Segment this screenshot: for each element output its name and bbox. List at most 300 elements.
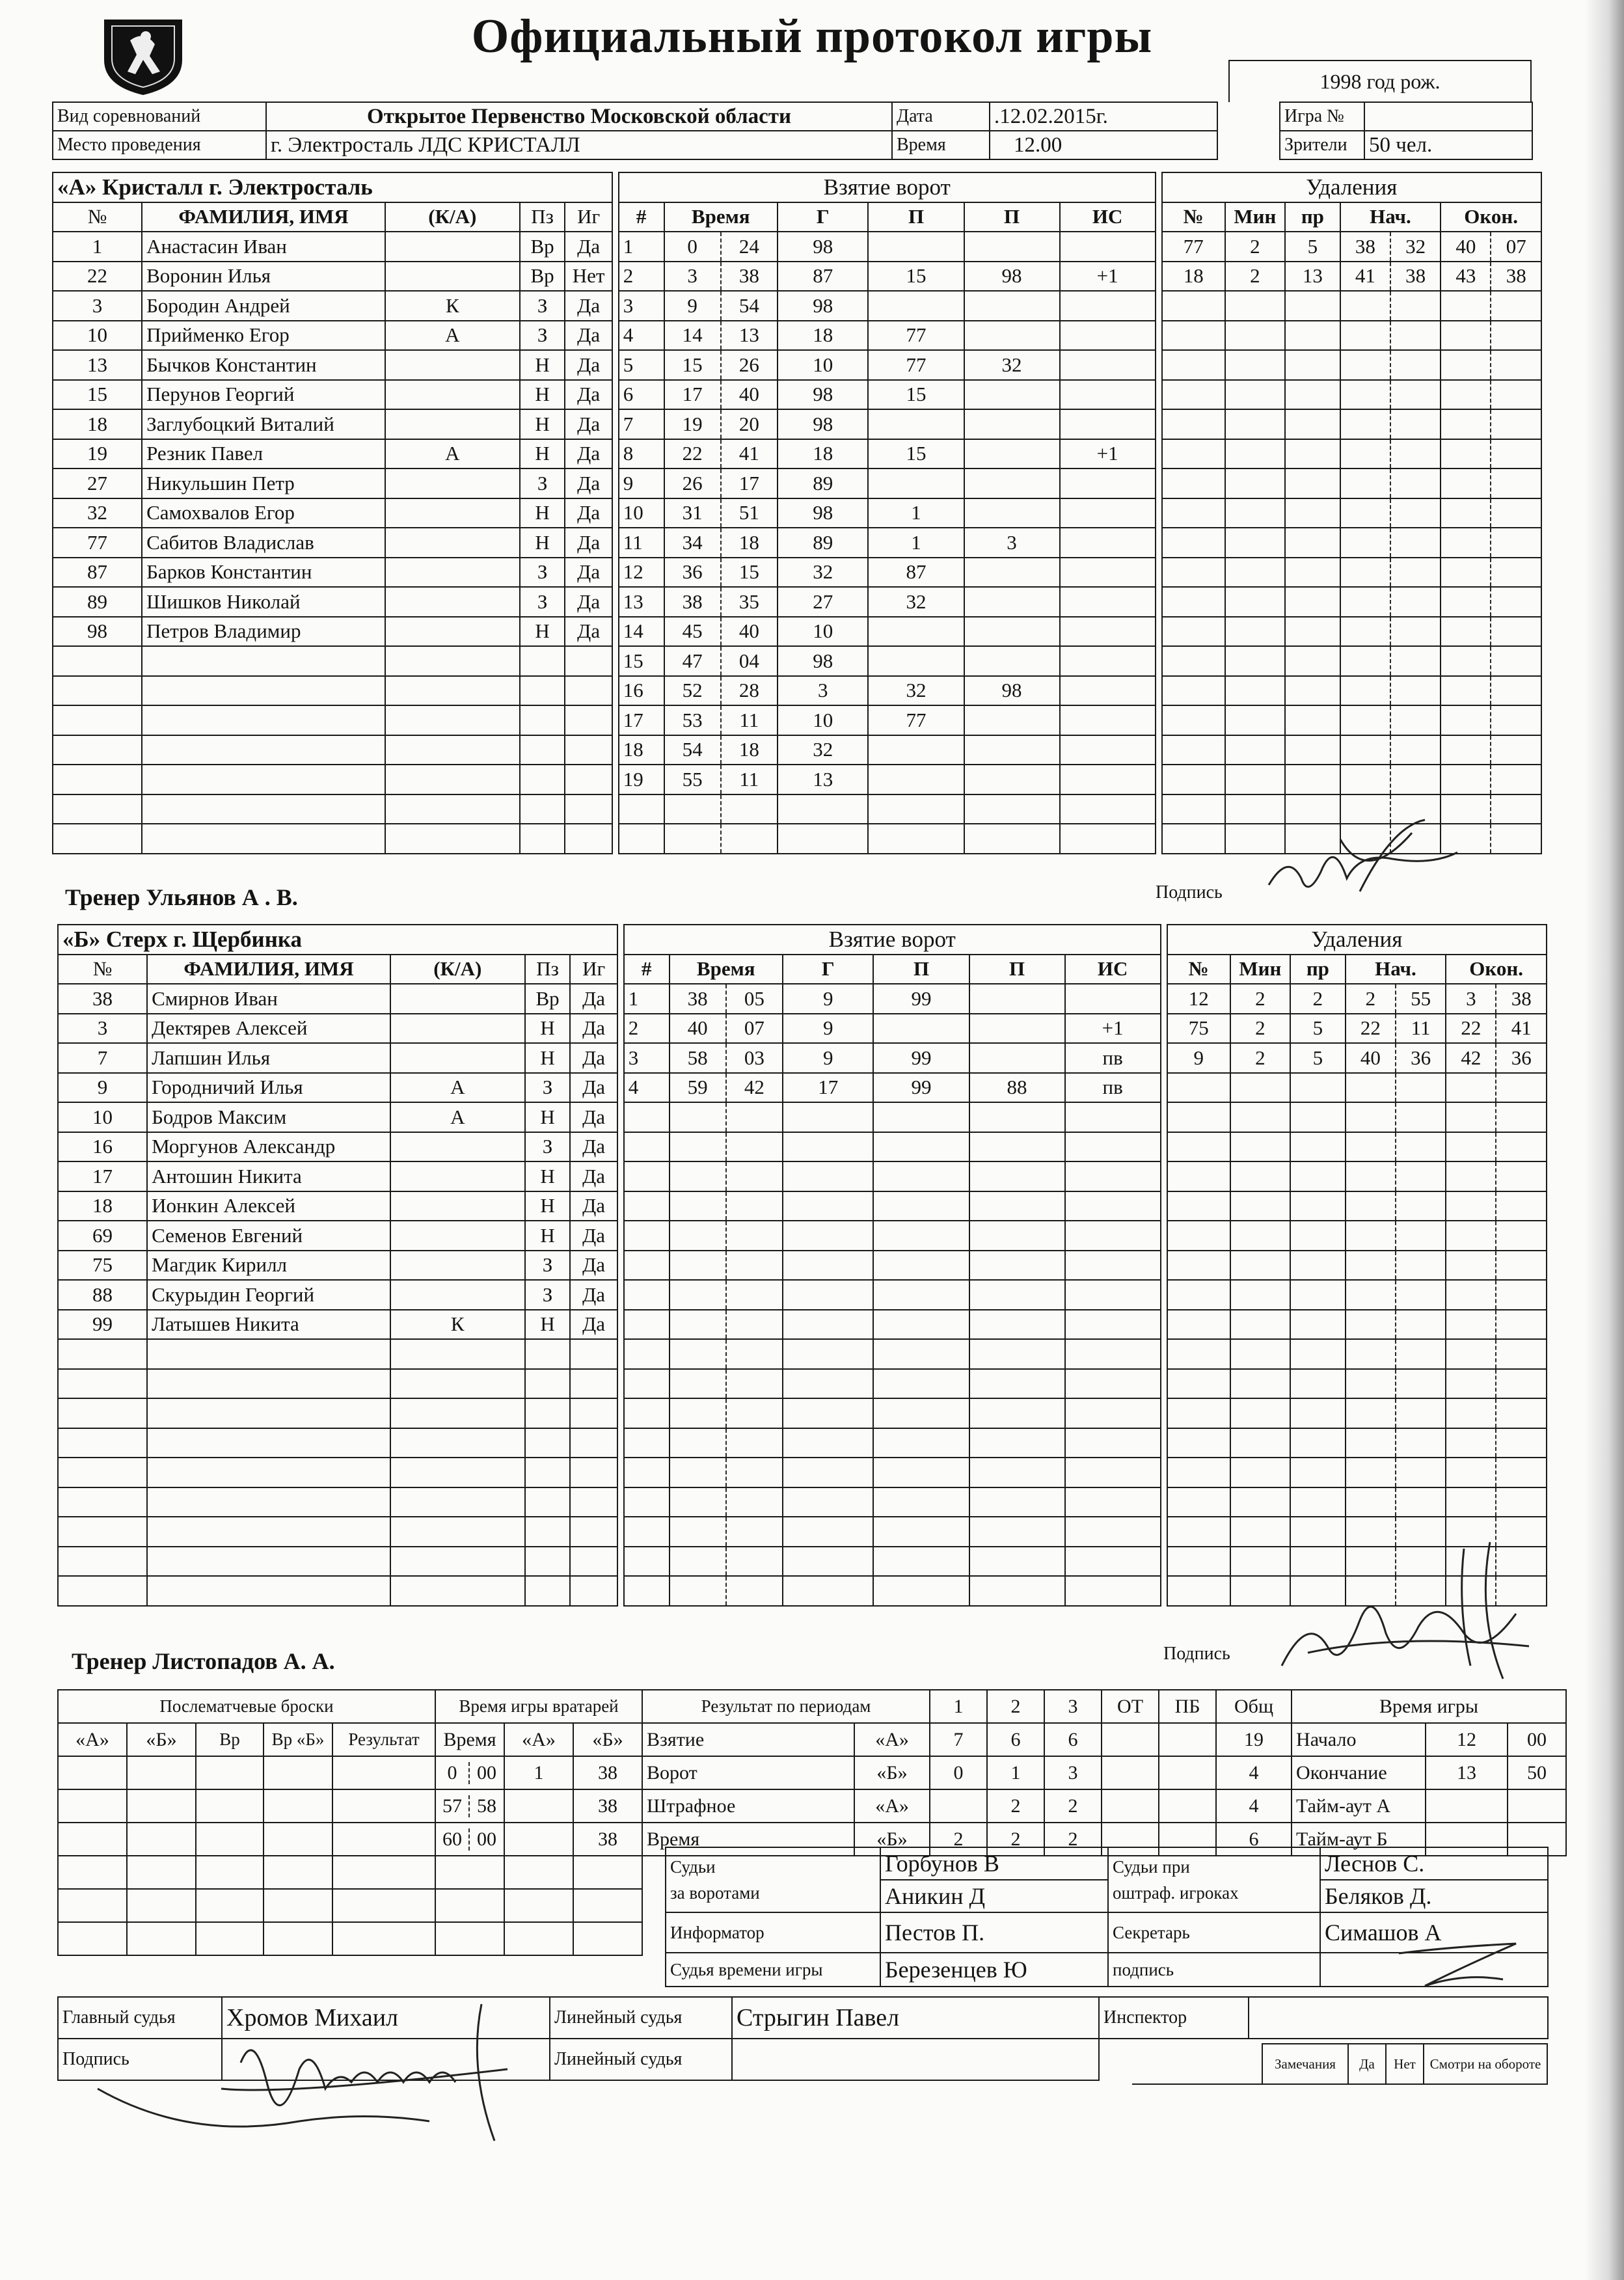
empty-cell <box>147 1458 390 1487</box>
goal-minute: 52 <box>664 676 721 706</box>
empty-cell <box>1065 1280 1161 1310</box>
empty-cell <box>726 1161 783 1191</box>
col-name: ФАМИЛИЯ, ИМЯ <box>142 202 385 232</box>
empty-cell <box>1496 1251 1547 1281</box>
player-number: 99 <box>58 1310 147 1340</box>
empty-cell <box>53 676 142 706</box>
shootout-cell <box>196 1922 264 1955</box>
gk-cell <box>504 1856 573 1889</box>
empty-cell <box>1340 498 1390 528</box>
secretary-sign-label: подпись <box>1108 1953 1320 1987</box>
empty-cell <box>1346 1369 1396 1399</box>
empty-cell <box>1162 321 1225 351</box>
goal-assist-2 <box>964 617 1060 647</box>
player-position: Вр <box>520 262 565 292</box>
empty-cell <box>1491 528 1541 558</box>
empty-cell <box>1491 409 1541 439</box>
shootout-cell <box>196 1889 264 1922</box>
goal-second: 11 <box>721 765 778 794</box>
goal-minute: 38 <box>664 587 721 617</box>
table-row <box>53 498 1541 528</box>
goals-label-1: Взятие <box>642 1723 854 1756</box>
empty-cell <box>1162 765 1225 794</box>
player-name: Бородин Андрей <box>142 291 385 321</box>
empty-cell <box>670 1221 726 1251</box>
empty-cell <box>1390 676 1441 706</box>
col-number: № <box>53 202 142 232</box>
shootout-header: ПБ <box>1159 1690 1216 1723</box>
goal-minute: 15 <box>664 350 721 380</box>
empty-cell <box>1230 1073 1290 1103</box>
goal-second: 04 <box>721 646 778 676</box>
gk-col-time: Время <box>435 1723 504 1756</box>
goals-a-p1: 7 <box>930 1723 987 1756</box>
goal-index: 18 <box>619 735 664 765</box>
empty-cell <box>142 735 385 765</box>
empty-cell <box>58 1369 147 1399</box>
empty-cell <box>1065 1339 1161 1369</box>
pen-a-p3: 2 <box>1044 1789 1102 1823</box>
goal-scorer: 10 <box>778 350 869 380</box>
empty-cell <box>969 1102 1065 1132</box>
empty-cell <box>1491 498 1541 528</box>
table-row <box>58 1073 1547 1103</box>
goal-index: 3 <box>619 291 664 321</box>
empty-cell <box>1496 1132 1547 1162</box>
pen-start-sec: 36 <box>1396 1043 1446 1073</box>
col-assist-1: П <box>873 955 969 984</box>
empty-cell <box>1230 1369 1290 1399</box>
empty-cell <box>385 765 520 794</box>
empty-cell <box>1491 617 1541 647</box>
goals-b-p3: 3 <box>1044 1756 1102 1789</box>
empty-cell <box>1167 1221 1230 1251</box>
periods-title: Результат по периодам <box>642 1690 930 1723</box>
empty-cell <box>1496 1102 1547 1132</box>
goals-b-pb <box>1159 1756 1216 1789</box>
player-position: З <box>525 1132 571 1162</box>
empty-cell <box>570 1547 617 1577</box>
empty-cell <box>1496 1339 1547 1369</box>
goal-assist-2 <box>969 1043 1065 1073</box>
gk-time-cell <box>435 1789 504 1823</box>
shootout-cell <box>332 1789 435 1823</box>
empty-cell <box>1396 1310 1446 1340</box>
empty-cell <box>1167 1132 1230 1162</box>
goal-second: 41 <box>721 439 778 469</box>
player-name: Резник Павел <box>142 439 385 469</box>
empty-cell <box>664 824 721 854</box>
empty-cell <box>1065 1398 1161 1428</box>
empty-cell <box>1162 794 1225 824</box>
empty-cell <box>1390 291 1441 321</box>
goal-index: 6 <box>619 380 664 410</box>
goal-index: 4 <box>624 1073 670 1103</box>
empty-cell <box>570 1487 617 1517</box>
pen-end-min: 40 <box>1441 232 1491 262</box>
player-played: Да <box>565 232 612 262</box>
goal-minute: 47 <box>664 646 721 676</box>
empty-cell <box>1441 735 1491 765</box>
empty-cell <box>726 1458 783 1487</box>
empty-cell <box>670 1487 726 1517</box>
goal-minute: 9 <box>664 291 721 321</box>
goal-second: 26 <box>721 350 778 380</box>
goal-strength <box>1060 646 1156 676</box>
col-goal-scorer: Г <box>778 202 869 232</box>
empty-cell <box>1396 1102 1446 1132</box>
empty-cell <box>1346 1487 1396 1517</box>
remarks-no: Нет <box>1386 2044 1424 2084</box>
empty-cell <box>1491 468 1541 498</box>
goal-scorer: 10 <box>778 705 869 735</box>
empty-cell <box>1285 321 1340 351</box>
goal-assist-2 <box>964 587 1060 617</box>
pen-end-sec: 38 <box>1496 984 1547 1014</box>
comp-value: Открытое Первенство Московской области <box>266 102 892 131</box>
info-table <box>52 102 1533 160</box>
empty-cell <box>1346 1428 1396 1458</box>
date-value: .12.02.2015г. <box>990 102 1217 131</box>
empty-cell <box>1290 1102 1346 1132</box>
pen-number: 12 <box>1167 984 1230 1014</box>
player-position: Н <box>520 439 565 469</box>
goals-a-p3: 6 <box>1044 1723 1102 1756</box>
shootout-cell <box>332 1756 435 1789</box>
empty-cell <box>142 765 385 794</box>
empty-cell <box>1285 705 1340 735</box>
goal-minute: 26 <box>664 468 721 498</box>
shootout-cell <box>332 1856 435 1889</box>
empty-cell <box>520 676 565 706</box>
empty-cell <box>1446 1458 1496 1487</box>
goal-minute: 14 <box>664 321 721 351</box>
goals-b-p2: 1 <box>987 1756 1044 1789</box>
team-b-signature-icon <box>1269 1536 1542 1685</box>
player-number: 88 <box>58 1280 147 1310</box>
player-position: Н <box>520 409 565 439</box>
empty-cell <box>670 1458 726 1487</box>
year-box <box>1228 60 1532 102</box>
pen-a-p1 <box>930 1789 987 1823</box>
empty-cell <box>1340 646 1390 676</box>
empty-cell <box>53 824 142 854</box>
empty-cell <box>1065 1132 1161 1162</box>
goal-strength <box>1060 558 1156 588</box>
empty-cell <box>969 1517 1065 1547</box>
empty-cell <box>1065 1428 1161 1458</box>
empty-cell <box>520 646 565 676</box>
player-role <box>385 528 520 558</box>
game-value <box>1364 102 1532 131</box>
empty-cell <box>969 1576 1065 1606</box>
goal-index: 11 <box>619 528 664 558</box>
table-row <box>58 1014 1547 1044</box>
goal-assist-2 <box>964 735 1060 765</box>
empty-cell <box>142 646 385 676</box>
empty-cell <box>624 1398 670 1428</box>
shootout-cell <box>58 1823 127 1856</box>
goal-second: 40 <box>721 380 778 410</box>
empty-cell <box>1230 1161 1290 1191</box>
empty-cell <box>1162 380 1225 410</box>
empty-cell <box>1390 439 1441 469</box>
empty-cell <box>783 1251 874 1281</box>
player-name: Самохвалов Егор <box>142 498 385 528</box>
player-role <box>385 262 520 292</box>
empty-cell <box>1230 1428 1290 1458</box>
goal-minute: 31 <box>664 498 721 528</box>
goal-index: 1 <box>624 984 670 1014</box>
empty-cell <box>1162 468 1225 498</box>
empty-cell <box>1225 350 1285 380</box>
empty-cell <box>670 1161 726 1191</box>
empty-cell <box>58 1458 147 1487</box>
empty-cell <box>58 1576 147 1606</box>
goal-index: 7 <box>619 409 664 439</box>
player-name: Моргунов Александр <box>147 1132 390 1162</box>
empty-cell <box>664 794 721 824</box>
col-pen-end: Окон. <box>1441 202 1541 232</box>
col-pen-start: Нач. <box>1346 955 1446 984</box>
empty-cell <box>726 1221 783 1251</box>
player-name: Ионкин Алексей <box>147 1191 390 1221</box>
empty-cell <box>565 765 612 794</box>
pen-reason: 5 <box>1285 232 1340 262</box>
empty-cell <box>1346 1073 1396 1103</box>
goal-minute: 58 <box>670 1043 726 1073</box>
empty-cell <box>783 1339 874 1369</box>
empty-cell <box>525 1487 571 1517</box>
empty-cell <box>1446 1398 1496 1428</box>
table-row <box>53 765 1541 794</box>
empty-cell <box>1340 291 1390 321</box>
empty-cell <box>1225 646 1285 676</box>
goal-strength <box>1060 321 1156 351</box>
col-goal-index: # <box>624 955 670 984</box>
player-played: Да <box>570 984 617 1014</box>
player-name: Прийменко Егор <box>142 321 385 351</box>
player-number: 7 <box>58 1043 147 1073</box>
goal-strength: пв <box>1065 1073 1161 1103</box>
col-position: Пз <box>525 955 571 984</box>
player-played: Да <box>565 558 612 588</box>
goals-team-a: «А» <box>854 1723 930 1756</box>
empty-cell <box>565 646 612 676</box>
empty-cell <box>1441 587 1491 617</box>
empty-cell <box>1065 1102 1161 1132</box>
player-played: Да <box>565 439 612 469</box>
goals-b-label: Ворот <box>642 1756 854 1789</box>
goal-second: 42 <box>726 1073 783 1103</box>
goal-strength <box>1060 291 1156 321</box>
empty-cell <box>873 1487 969 1517</box>
goal-minute: 17 <box>664 380 721 410</box>
empty-cell <box>1230 1310 1290 1340</box>
pen-judges-label-2: оштраф. игроках <box>1113 1883 1239 1903</box>
empty-cell <box>1340 765 1390 794</box>
empty-cell <box>624 1576 670 1606</box>
empty-cell <box>1390 705 1441 735</box>
empty-cell <box>390 1576 525 1606</box>
player-number: 77 <box>53 528 142 558</box>
player-number: 69 <box>58 1221 147 1251</box>
player-number: 32 <box>53 498 142 528</box>
player-played: Да <box>570 1102 617 1132</box>
game-time-title: Время игры <box>1292 1690 1566 1723</box>
player-number: 98 <box>53 617 142 647</box>
goal-index: 17 <box>619 705 664 735</box>
empty-cell <box>1491 321 1541 351</box>
chief-sign-label: Подпись <box>58 2039 222 2080</box>
col-goal-time: Время <box>670 955 783 984</box>
goal-index: 2 <box>619 262 664 292</box>
empty-cell <box>1065 1369 1161 1399</box>
empty-cell <box>1491 676 1541 706</box>
empty-cell <box>1167 1517 1230 1547</box>
empty-cell <box>570 1398 617 1428</box>
empty-cell <box>873 1398 969 1428</box>
empty-cell <box>1446 1251 1496 1281</box>
pen-end-sec: 38 <box>1491 262 1541 292</box>
goal-strength <box>1060 409 1156 439</box>
goal-judges-label-1: Судьи <box>670 1857 716 1877</box>
table-row <box>58 984 1547 1014</box>
player-number: 22 <box>53 262 142 292</box>
gk-minute: 57 <box>436 1795 470 1817</box>
gk-b-value: 38 <box>573 1756 642 1789</box>
goal-assist-2: 98 <box>964 676 1060 706</box>
empty-cell <box>670 1339 726 1369</box>
empty-cell <box>1285 765 1340 794</box>
empty-cell <box>525 1398 571 1428</box>
empty-cell <box>1285 409 1340 439</box>
goal-judge-1: Горбунов В <box>880 1847 1108 1880</box>
empty-cell <box>1441 321 1491 351</box>
empty-cell <box>1340 558 1390 588</box>
empty-cell <box>390 1398 525 1428</box>
pen-number: 77 <box>1162 232 1225 262</box>
goal-assist-1: 77 <box>868 350 964 380</box>
player-played: Да <box>570 1043 617 1073</box>
empty-cell <box>1167 1073 1230 1103</box>
col-pen-start: Нач. <box>1340 202 1441 232</box>
empty-cell <box>670 1280 726 1310</box>
player-role <box>385 617 520 647</box>
empty-cell <box>873 1102 969 1132</box>
goal-scorer: 87 <box>778 262 869 292</box>
pen-minutes: 2 <box>1230 1014 1290 1044</box>
table-row <box>58 1789 1566 1823</box>
shootout-col-gk-b: Вр «Б» <box>264 1723 332 1756</box>
informer-label: Информатор <box>666 1912 880 1953</box>
player-position: З <box>525 1251 571 1281</box>
player-number: 27 <box>53 468 142 498</box>
goal-scorer: 98 <box>778 232 869 262</box>
table-row <box>58 1132 1547 1162</box>
empty-cell <box>964 824 1060 854</box>
empty-cell <box>1290 1339 1346 1369</box>
empty-cell <box>1496 1428 1547 1458</box>
empty-cell <box>1340 321 1390 351</box>
pen-judges-label <box>1108 1847 1320 1912</box>
empty-cell <box>1167 1487 1230 1517</box>
goal-assist-2 <box>969 984 1065 1014</box>
player-number: 89 <box>53 587 142 617</box>
pen-a-label: Штрафное <box>642 1789 854 1823</box>
goal-assist-2 <box>964 321 1060 351</box>
empty-cell <box>1340 587 1390 617</box>
goal-index: 13 <box>619 587 664 617</box>
empty-cell <box>1060 794 1156 824</box>
goal-assist-2 <box>964 468 1060 498</box>
goal-minute: 45 <box>664 617 721 647</box>
empty-cell <box>726 1517 783 1547</box>
time-value: 12.00 <box>990 131 1217 159</box>
player-role: К <box>390 1310 525 1340</box>
gk-a-value <box>504 1823 573 1856</box>
player-position: З <box>520 587 565 617</box>
goal-assist-2 <box>969 1014 1065 1044</box>
spectators-value: 50 чел. <box>1364 131 1532 159</box>
empty-cell <box>1230 1487 1290 1517</box>
goal-index: 8 <box>619 439 664 469</box>
empty-cell <box>1491 380 1541 410</box>
empty-cell <box>390 1487 525 1517</box>
player-played: Да <box>565 468 612 498</box>
goal-strength: +1 <box>1060 262 1156 292</box>
player-played: Да <box>570 1014 617 1044</box>
gk-second: 58 <box>477 1795 496 1817</box>
goal-index: 15 <box>619 646 664 676</box>
gk-a-value <box>504 1789 573 1823</box>
empty-cell <box>1390 380 1441 410</box>
empty-cell <box>873 1132 969 1162</box>
empty-cell <box>1396 1280 1446 1310</box>
goal-assist-1 <box>868 646 964 676</box>
player-role: А <box>385 439 520 469</box>
team-header: «Б» Стерх г. Щербинка <box>58 925 617 955</box>
empty-cell <box>1396 1339 1446 1369</box>
player-played: Да <box>565 350 612 380</box>
goal-strength <box>1060 380 1156 410</box>
player-played: Да <box>565 291 612 321</box>
empty-cell <box>1441 558 1491 588</box>
goals-b-ot <box>1102 1756 1159 1789</box>
empty-cell <box>1230 1191 1290 1221</box>
empty-cell <box>726 1310 783 1340</box>
remarks-yes: Да <box>1348 2044 1386 2084</box>
empty-cell <box>624 1487 670 1517</box>
player-role <box>385 498 520 528</box>
empty-cell <box>1491 350 1541 380</box>
goal-scorer: 27 <box>778 587 869 617</box>
empty-cell <box>1290 1369 1346 1399</box>
empty-cell <box>1162 646 1225 676</box>
empty-cell <box>624 1339 670 1369</box>
empty-cell <box>783 1487 874 1517</box>
pen-b-p3: 2 <box>1044 1823 1102 1856</box>
pen-start-min: 41 <box>1340 262 1390 292</box>
empty-cell <box>390 1458 525 1487</box>
empty-cell <box>1285 587 1340 617</box>
empty-cell <box>525 1458 571 1487</box>
empty-cell <box>873 1517 969 1547</box>
empty-cell <box>1446 1428 1496 1458</box>
table-row <box>58 1428 1547 1458</box>
goal-assist-1: 15 <box>868 380 964 410</box>
empty-cell <box>1285 735 1340 765</box>
